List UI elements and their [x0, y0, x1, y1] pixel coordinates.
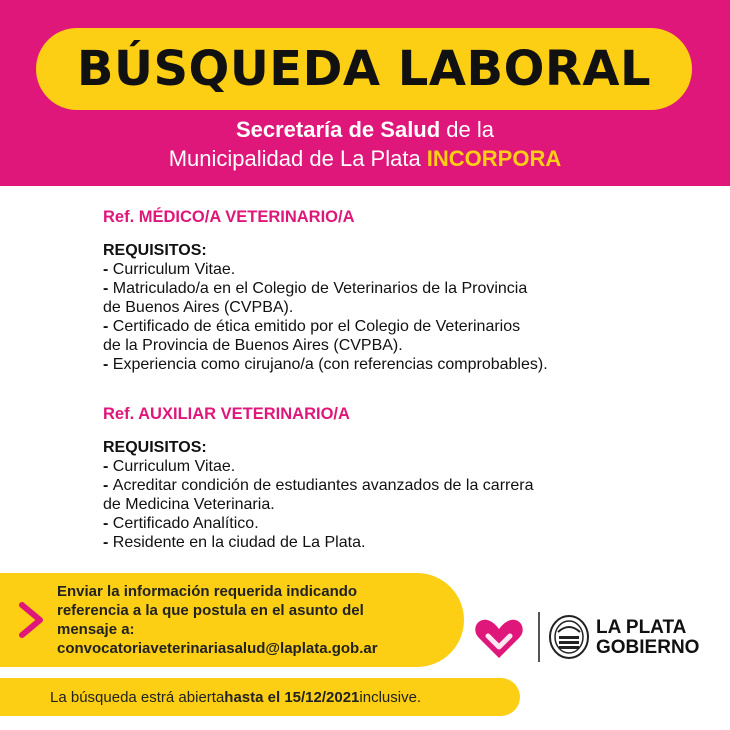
requirements-title: REQUISITOS:	[103, 242, 207, 259]
subtitle	[0, 115, 730, 173]
position-section-1	[103, 208, 548, 374]
heart-logo-icon	[474, 616, 524, 660]
requirements-title: REQUISITOS:	[103, 439, 207, 456]
requirement-item: - Curriculum Vitae.	[103, 458, 236, 475]
requirement-item: - Matriculado/a en el Colegio de Veterinarios de la Provincia	[103, 280, 528, 297]
brand-line-1: LA PLATA	[596, 617, 687, 638]
chevron-right-icon	[16, 601, 46, 639]
deadline-date: hasta el 15/12/2021	[224, 688, 360, 706]
contact-line: Enviar la información requerida indicando	[57, 583, 358, 600]
subtitle-highlight: INCORPORA	[426, 146, 562, 171]
contact-line: mensaje a:	[57, 621, 135, 638]
requirements-list	[103, 457, 533, 552]
title-pill	[36, 28, 692, 110]
page-title: BÚSQUEDA LABORAL	[76, 41, 652, 97]
subtitle-bold: Secretaría de Salud	[235, 117, 441, 142]
subtitle-rest: de la	[440, 117, 495, 142]
requirement-item-continued: de Buenos Aires (CVPBA).	[103, 299, 294, 316]
requirement-item: - Curriculum Vitae.	[103, 261, 236, 278]
deadline-bar	[0, 678, 520, 716]
requirement-item: - Certificado de ética emitido por el Colegio de Veterinarios	[103, 318, 521, 335]
position-ref: Ref. MÉDICO/A VETERINARIO/A	[103, 208, 355, 226]
contact-text	[57, 582, 378, 658]
requirement-item-continued: de la Provincia de Buenos Aires (CVPBA).	[103, 337, 403, 354]
requirement-item: - Residente en la ciudad de La Plata.	[103, 534, 366, 551]
contact-box	[0, 573, 464, 667]
deadline-prefix: La búsqueda estrá abierta	[50, 688, 225, 706]
deadline-suffix: inclusive.	[359, 688, 422, 706]
brand-wordmark	[596, 618, 699, 658]
contact-email[interactable]: convocatoriaveterinariasalud@laplata.gob.ar	[57, 640, 378, 657]
requirement-item: - Experiencia como cirujano/a (con referencias comprobables).	[103, 356, 548, 373]
position-ref: Ref. AUXILIAR VETERINARIO/A	[103, 405, 350, 423]
position-section-2	[103, 405, 533, 552]
subtitle-line-1	[0, 115, 730, 144]
requirements-list	[103, 260, 548, 374]
requirement-item: - Acreditar condición de estudiantes avanzados de la carrera	[103, 477, 534, 494]
contact-line: referencia a la que postula en el asunto del	[57, 602, 364, 619]
header-banner	[0, 0, 730, 186]
city-seal-icon	[548, 614, 590, 660]
subtitle-line-2	[0, 144, 730, 173]
requirement-item-continued: de Medicina Veterinaria.	[103, 496, 275, 513]
subtitle-municipality: Municipalidad de La Plata	[168, 146, 427, 171]
brand-line-2: GOBIERNO	[596, 637, 700, 658]
logo-divider	[538, 612, 540, 662]
brand-logo	[470, 610, 720, 666]
requirement-item: - Certificado Analítico.	[103, 515, 259, 532]
